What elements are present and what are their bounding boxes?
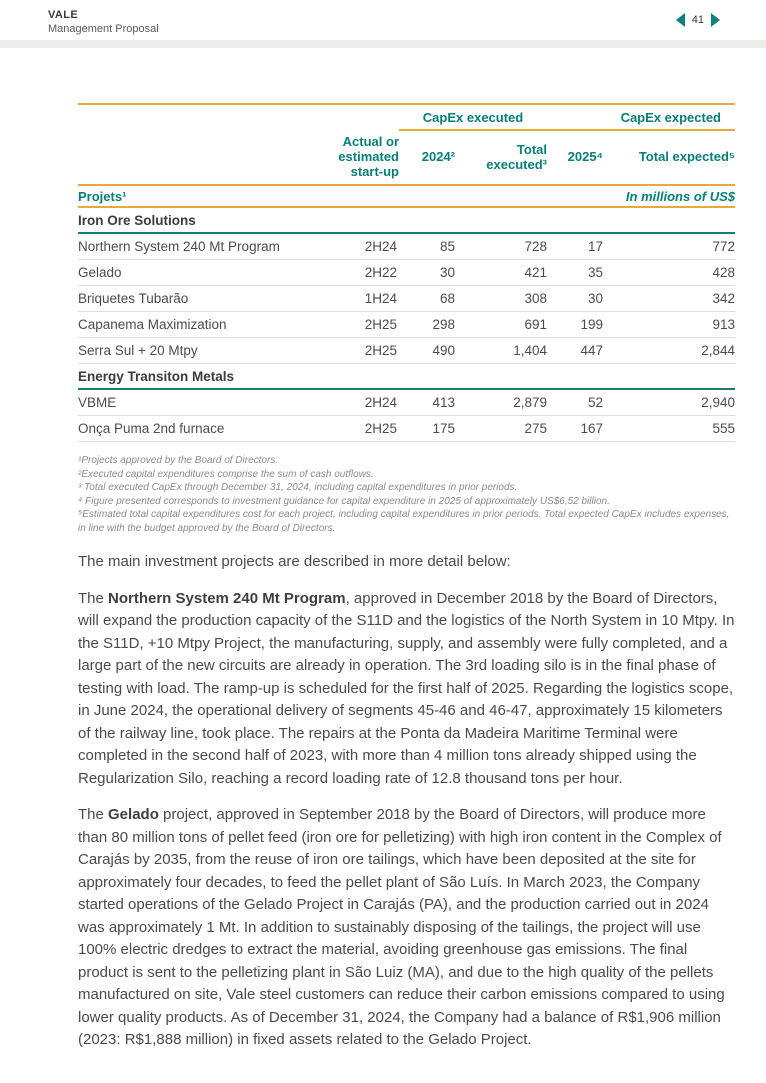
col-header-total-executed: Total executed³ [486, 141, 547, 172]
col-group-capex-expected: CapEx expected [620, 110, 721, 125]
gelado-paragraph [78, 804, 735, 1052]
group-header-underline [399, 105, 735, 131]
cell-project: Northern System 240 Mt Program [78, 239, 280, 254]
brand-subtitle: Management Proposal [48, 23, 159, 35]
cell-y2024: 413 [432, 395, 455, 410]
cell-y2024: 490 [432, 343, 455, 358]
table-group-header-row [78, 105, 735, 131]
table-footnotes [78, 454, 735, 535]
col-header-2025: 2025⁴ [567, 149, 603, 164]
text: The [78, 806, 109, 823]
cell-texec: 275 [524, 421, 547, 436]
text: , approved in December 2018 by the Board of Directors, will expand the production capacity of the S11D and the logistics of the North System in 10 Mtpy. In the S11D, +10 Mtpy Project, the manufacturing, supply, and assembly were fully completed, and a large part of the new circuits are already in operation. The 3rd loading silo is in the final phase of testing with load. The ramp-up is scheduled for the first half of 2025. Regarding the logistics scope, in June 2024, the operational delivery of segments 45-46 and 46-47, approximately 15 kilometers of the railway line, took place. The repairs at the Ponta da Madeira Maritime Terminal were completed in the second half of 2023, with more than 4 million tons already shipped using the Regularization Silo, reaching a record loading rate of 12.8 thousand tons per hour. [78, 589, 735, 787]
cell-texp: 342 [712, 291, 735, 306]
cell-y2025: 52 [587, 395, 603, 410]
bold-text: Northern System 240 Mt Program [108, 589, 346, 607]
table-column-header-row [78, 131, 735, 184]
cell-project: Capanema Maximization [78, 317, 227, 332]
cell-project: Onça Puma 2nd furnace [78, 421, 225, 436]
page-navigation [676, 13, 720, 27]
text: The [78, 589, 109, 607]
units-label: In millions of US$ [625, 188, 735, 204]
footnote-4: ⁴ Figure presented corresponds to investment guidance for capital expenditure in 2025 of approximately US$6,52 billion. [78, 495, 610, 507]
group-header-spacer [78, 105, 399, 131]
cell-texp: 428 [712, 265, 735, 280]
cell-y2024: 30 [439, 265, 455, 280]
table-section-header: Iron Ore Solutions [78, 208, 735, 234]
cell-texp: 555 [712, 421, 735, 436]
col-header-total-expected: Total expected⁵ [638, 149, 735, 164]
cell-texp: 913 [712, 317, 735, 332]
col-header-2024: 2024² [421, 149, 455, 164]
cell-y2025: 17 [587, 239, 603, 254]
cell-project: VBME [78, 395, 117, 410]
table-units-row [78, 184, 735, 208]
cell-y2025: 447 [580, 343, 603, 358]
cell-startup: 2H22 [364, 265, 397, 280]
table-row [78, 260, 735, 286]
cell-y2025: 35 [587, 265, 603, 280]
footnote-1: ¹Projects approved by the Board of Directors. [78, 455, 279, 466]
table-row [78, 286, 735, 312]
table-row [78, 390, 735, 416]
cell-y2025: 199 [580, 317, 603, 332]
cell-texec: 2,879 [513, 395, 547, 410]
footnote-2: ²Executed capital expenditures comprise the sum of cash outflows. [78, 468, 374, 480]
bold-text: Gelado [108, 806, 159, 823]
table-row [78, 416, 735, 442]
cell-startup: 2H25 [364, 421, 397, 436]
cell-y2024: 85 [439, 239, 455, 254]
table-row [78, 338, 735, 364]
cell-project: Gelado [78, 265, 122, 280]
intro-paragraph [78, 551, 735, 574]
footnote-3: ³ Total executed CapEx through December 31, 2024, including capital expenditures in prior periods. [78, 482, 518, 493]
cell-texp: 2,844 [701, 343, 735, 358]
projects-column-label: Projets¹ [78, 188, 127, 204]
table-row [78, 234, 735, 260]
previous-page-icon[interactable] [676, 13, 685, 27]
page-content [78, 103, 735, 1052]
table-section-header: Energy Transiton Metals [78, 364, 735, 390]
brand-block [48, 9, 159, 35]
cell-texp: 772 [712, 239, 735, 254]
header-divider-band [0, 40, 766, 48]
cell-project: Serra Sul + 20 Mtpy [78, 343, 198, 358]
text: project, approved in September 2018 by the Board of Directors, will produce more than 80 million tons of pellet feed (iron ore for pelletizing) with high iron content in the Complex of Carajás by 2035, from the reuse of iron ore tailings, which have been deposited at the site for approximately four decades, to feed the pellet plant of São Luís. In March 2023, the Company started operations of the Gelado Project in Carajás (PA), and the production carried out in 2024 was approximately 1 Mt. In addition to sustainably disposing of the tailings, the project will use 100% electric dredges to extract the material, avoiding greenhouse gas emissions. The final product is sent to the pelletizing plant in São Luiz (MA), and due to the high quality of the pellets manufactured on site, Vale steel customers can reduce their carbon emissions compared to using lower quality products. As of December 31, 2024, the Company had a balance of R$1,906 million (2023: R$1,888 million) in fixed assets related to the Gelado Project. [78, 806, 725, 1048]
page-header [0, 0, 766, 40]
cell-texec: 728 [524, 239, 547, 254]
cell-project: Briquetes Tubarão [78, 291, 189, 306]
cell-startup: 2H25 [364, 317, 397, 332]
cell-texec: 691 [524, 317, 547, 332]
table-row [78, 312, 735, 338]
capex-table-body [78, 208, 735, 442]
capex-table [78, 103, 735, 442]
cell-y2024: 68 [439, 291, 455, 306]
cell-startup: 2H24 [364, 395, 397, 410]
cell-startup: 1H24 [364, 291, 397, 306]
cell-texec: 308 [524, 291, 547, 306]
cell-y2025: 167 [580, 421, 603, 436]
cell-y2024: 175 [432, 421, 455, 436]
cell-texec: 1,404 [513, 343, 547, 358]
cell-texp: 2,940 [701, 395, 735, 410]
cell-y2024: 298 [432, 317, 455, 332]
northern-system-paragraph [78, 588, 735, 791]
footnote-5: ⁵Estimated total capital expenditures cost for each project, including capital expenditures in prior periods. Total expected CapEx includes expenses, in line with the budget approved by the Board of Directors. [78, 509, 730, 534]
brand-name: VALE [48, 9, 79, 21]
cell-startup: 2H24 [364, 239, 397, 254]
col-group-capex-executed: CapEx executed [422, 110, 524, 125]
cell-y2025: 30 [587, 291, 603, 306]
cell-texec: 421 [524, 265, 547, 280]
cell-startup: 2H25 [364, 343, 397, 358]
col-header-startup: Actual or estimated start-up [338, 134, 399, 179]
text: The main investment projects are described in more detail below: [78, 553, 511, 570]
next-page-icon[interactable] [711, 13, 720, 27]
page-number: 41 [691, 14, 704, 26]
